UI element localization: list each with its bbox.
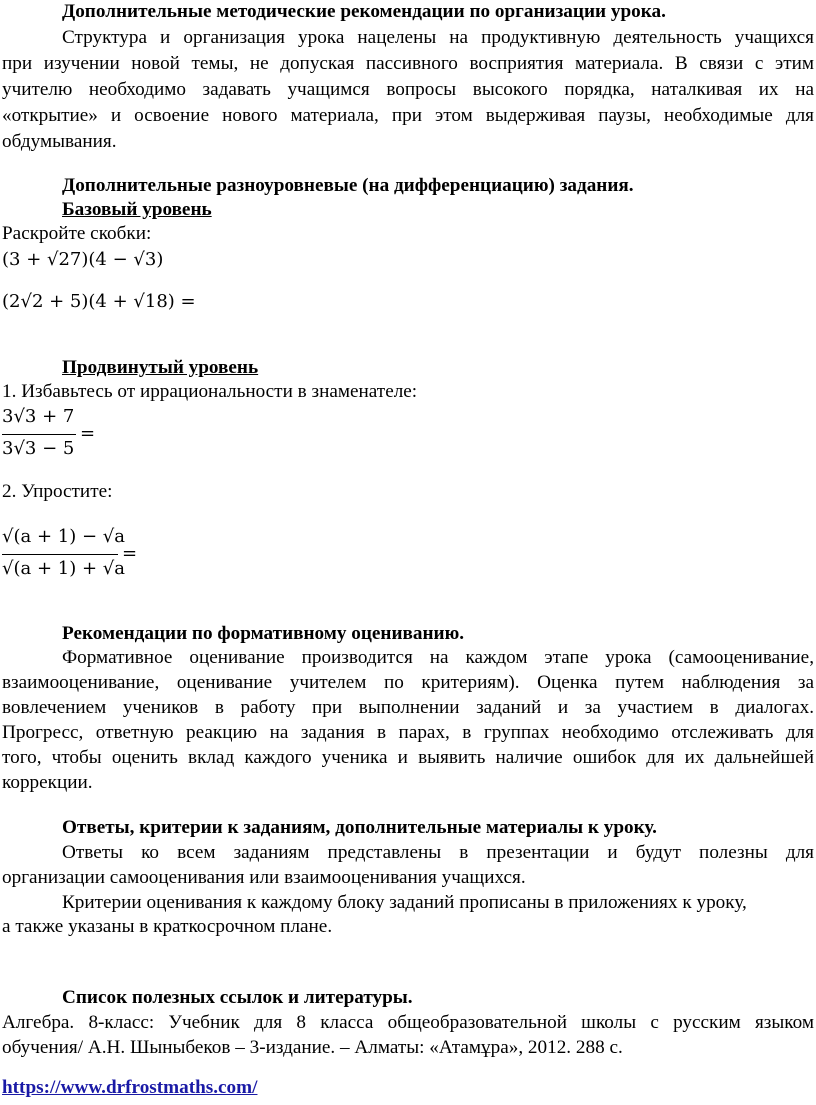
paragraph-line: Прогресс, ответную реакцию на задания в парах, в группах необходимо отслеживать для xyxy=(2,722,814,743)
paragraph-line: взаимооценивание, оценивание учителем по критериям). Оценка путем наблюдения за xyxy=(2,672,814,693)
paragraph-line: «открытие» и освоение нового материала, при этом выдерживая паузы, необходимые для xyxy=(2,105,814,126)
paragraph-line: Формативное оценивание производится на каждом этапе урока (самооценивание, xyxy=(62,647,814,668)
paragraph-line: при изучении новой темы, не допуская пассивного восприятия материала. В связи с этим xyxy=(2,53,814,74)
paragraph-line: коррекции. xyxy=(2,772,93,793)
paragraph-line: того, чтобы оценить вклад каждого ученика и выявить наличие ошибок для их дальнейшей xyxy=(2,747,814,768)
section-title-tasks: Дополнительные разноуровневые (на дифференциацию) задания. xyxy=(62,175,634,196)
paragraph-line: вовлечением учеников в работу при выполнении заданий и за участием в диалогах. xyxy=(2,697,814,718)
fraction-1-denominator: 3√3 − 5 xyxy=(2,438,75,459)
section-title-answers: Ответы, критерии к заданиям, дополнительные материалы к уроку. xyxy=(62,817,657,838)
paragraph-line: учителю необходимо задавать учащимся вопросы высокого порядка, наталкивая их на xyxy=(2,79,814,100)
task-instruction: Раскройте скобки: xyxy=(2,223,152,244)
fraction-1-bar xyxy=(2,434,76,435)
paragraph-line: обдумывания. xyxy=(2,131,117,152)
reference-line: Алгебра. 8-класс: Учебник для 8 класса общеобразовательной школы с русским языком xyxy=(2,1012,814,1033)
paragraph-line: Критерии оценивания к каждому блоку заданий прописаны в приложениях к уроку, xyxy=(62,892,747,913)
fraction-1 xyxy=(2,406,112,466)
fraction-2 xyxy=(2,526,152,586)
paragraph-line: а также указаны в краткосрочном плане. xyxy=(2,916,333,937)
basic-level-heading: Базовый уровень xyxy=(62,199,212,220)
section-title-references: Список полезных ссылок и литературы. xyxy=(62,987,413,1008)
math-expression-2: (2√2 + 5)(4 + √18) = xyxy=(2,291,196,312)
fraction-1-numerator: 3√3 + 7 xyxy=(2,406,75,427)
reference-line: обучения/ А.Н. Шыныбеков – 3-издание. – Алматы: «Атамұра», 2012. 288 с. xyxy=(2,1037,623,1058)
paragraph-line: организации самооценивания или взаимооценивания учащихся. xyxy=(2,867,526,888)
section-title-assessment: Рекомендации по формативному оцениванию. xyxy=(62,623,465,644)
math-expression-1: (3 + √27)(4 − √3) xyxy=(2,249,164,270)
paragraph-line: Ответы ко всем заданиям представлены в презентации и будут полезны для xyxy=(62,842,814,863)
reference-link-row xyxy=(2,1076,814,1100)
fraction-2-bar xyxy=(2,554,118,555)
task-1-instruction: 1. Избавьтесь от иррациональности в знаменателе: xyxy=(2,381,418,402)
paragraph-line: Структура и организация урока нацелены на продуктивную деятельность учащихся xyxy=(62,27,814,48)
section-title-methodical: Дополнительные методические рекомендации по организации урока. xyxy=(62,1,666,22)
fraction-2-equals: = xyxy=(122,543,138,564)
drfrostmaths-link[interactable]: https://www.drfrostmaths.com/ xyxy=(2,1077,258,1098)
task-2-instruction: 2. Упростите: xyxy=(2,481,113,502)
advanced-level-heading: Продвинутый уровень xyxy=(62,357,259,378)
fraction-1-equals: = xyxy=(80,423,96,444)
fraction-2-numerator: √(a + 1) − √a xyxy=(2,526,125,547)
fraction-2-denominator: √(a + 1) + √a xyxy=(2,558,125,579)
